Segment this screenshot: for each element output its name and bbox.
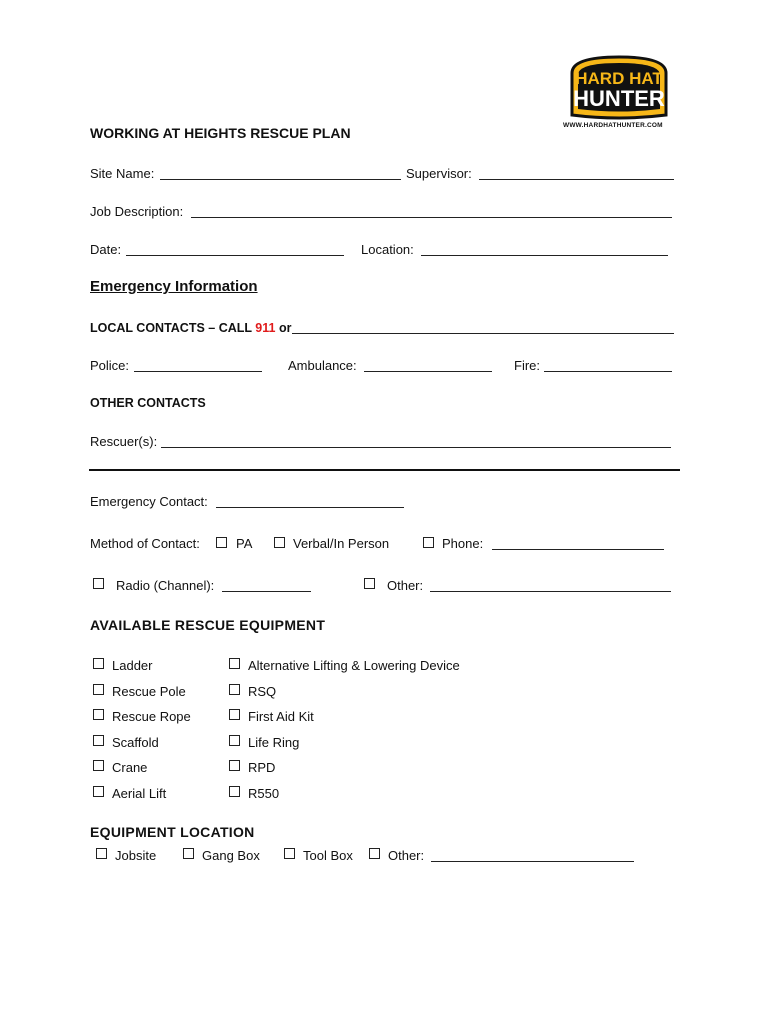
rescue-rope-label: Rescue Rope [112, 709, 191, 724]
pa-checkbox[interactable] [216, 537, 227, 548]
aerial-lift-label: Aerial Lift [112, 786, 167, 801]
gang-box-checkbox[interactable] [183, 848, 194, 859]
other-location-label: Other: [388, 848, 425, 863]
tool-box-checkbox[interactable] [284, 848, 295, 859]
rsq-checkbox[interactable] [229, 684, 240, 695]
brand-url: WWW.HARDHATHUNTER.COM [563, 122, 663, 129]
local-contacts-prefix: LOCAL CONTACTS – CALL [90, 321, 252, 335]
method-of-contact-label: Method of Contact: [90, 536, 200, 551]
phone-label: Phone: [442, 536, 484, 551]
fire-field[interactable] [544, 371, 672, 372]
pa-label: PA [236, 536, 253, 551]
rescue-pole-checkbox[interactable] [93, 684, 104, 695]
location-label: Location: [361, 242, 414, 257]
site-name-label: Site Name: [90, 166, 155, 181]
rescuers-label: Rescuer(s): [90, 434, 158, 449]
ambulance-field[interactable] [364, 371, 492, 372]
phone-checkbox[interactable] [423, 537, 434, 548]
crane-label: Crane [112, 760, 148, 775]
emergency-contact-field[interactable] [216, 507, 404, 508]
scaffold-checkbox[interactable] [93, 735, 104, 746]
tool-box-label: Tool Box [303, 848, 353, 863]
verbal-label: Verbal/In Person [293, 536, 390, 551]
other-contact-field[interactable] [430, 591, 671, 592]
police-field[interactable] [134, 371, 262, 372]
rescue-pole-label: Rescue Pole [112, 684, 186, 699]
hard-hat-hunter-logo [566, 55, 672, 121]
emergency-heading: Emergency Information [90, 278, 258, 295]
crane-checkbox[interactable] [93, 760, 104, 771]
ambulance-label: Ambulance: [288, 358, 357, 373]
r550-label: R550 [248, 786, 280, 801]
rescuers-field[interactable] [161, 447, 671, 448]
emergency-contact-label: Emergency Contact: [90, 494, 208, 509]
r550-checkbox[interactable] [229, 786, 240, 797]
life-ring-checkbox[interactable] [229, 735, 240, 746]
phone-field[interactable] [492, 549, 664, 550]
rsq-label: RSQ [248, 684, 277, 699]
supervisor-field[interactable] [479, 179, 674, 180]
radio-label: Radio (Channel): [116, 578, 215, 593]
date-field[interactable] [126, 255, 344, 256]
svg-text:HUNTER: HUNTER [573, 86, 665, 111]
other-location-checkbox[interactable] [369, 848, 380, 859]
job-description-field[interactable] [191, 217, 672, 218]
other-location-field[interactable] [431, 861, 634, 862]
radio-field[interactable] [222, 591, 311, 592]
life-ring-label: Life Ring [248, 735, 300, 750]
local-contacts-field[interactable] [292, 333, 674, 334]
equipment-heading: AVAILABLE RESCUE EQUIPMENT [90, 617, 326, 633]
section-divider [89, 469, 680, 471]
rpd-checkbox[interactable] [229, 760, 240, 771]
supervisor-label: Supervisor: [406, 166, 472, 181]
svg-text:HARD HAT: HARD HAT [575, 69, 663, 88]
other-contacts-heading: OTHER CONTACTS [90, 396, 206, 410]
jobsite-label: Jobsite [115, 848, 157, 863]
rpd-label: RPD [248, 760, 276, 775]
scaffold-label: Scaffold [112, 735, 159, 750]
first-aid-kit-checkbox[interactable] [229, 709, 240, 720]
other-contact-checkbox[interactable] [364, 578, 375, 589]
alt-lifting-device-checkbox[interactable] [229, 658, 240, 669]
aerial-lift-checkbox[interactable] [93, 786, 104, 797]
alt-lifting-device-label: Alternative Lifting & Lowering Device [248, 658, 460, 673]
site-name-field[interactable] [160, 179, 401, 180]
radio-checkbox[interactable] [93, 578, 104, 589]
fire-label: Fire: [514, 358, 540, 373]
emergency-number: 911 [255, 321, 276, 335]
ladder-label: Ladder [112, 658, 153, 673]
ladder-checkbox[interactable] [93, 658, 104, 669]
equipment-location-heading: EQUIPMENT LOCATION [90, 824, 255, 840]
police-label: Police: [90, 358, 130, 373]
job-description-label: Job Description: [90, 204, 184, 219]
gang-box-label: Gang Box [202, 848, 260, 863]
verbal-checkbox[interactable] [274, 537, 285, 548]
rescue-rope-checkbox[interactable] [93, 709, 104, 720]
location-field[interactable] [421, 255, 668, 256]
date-label: Date: [90, 242, 122, 257]
first-aid-kit-label: First Aid Kit [248, 709, 314, 724]
page-title: WORKING AT HEIGHTS RESCUE PLAN [90, 125, 351, 141]
jobsite-checkbox[interactable] [96, 848, 107, 859]
other-contact-label: Other: [387, 578, 424, 593]
local-contacts-suffix: or [278, 321, 292, 335]
local-contacts-label [90, 320, 291, 336]
